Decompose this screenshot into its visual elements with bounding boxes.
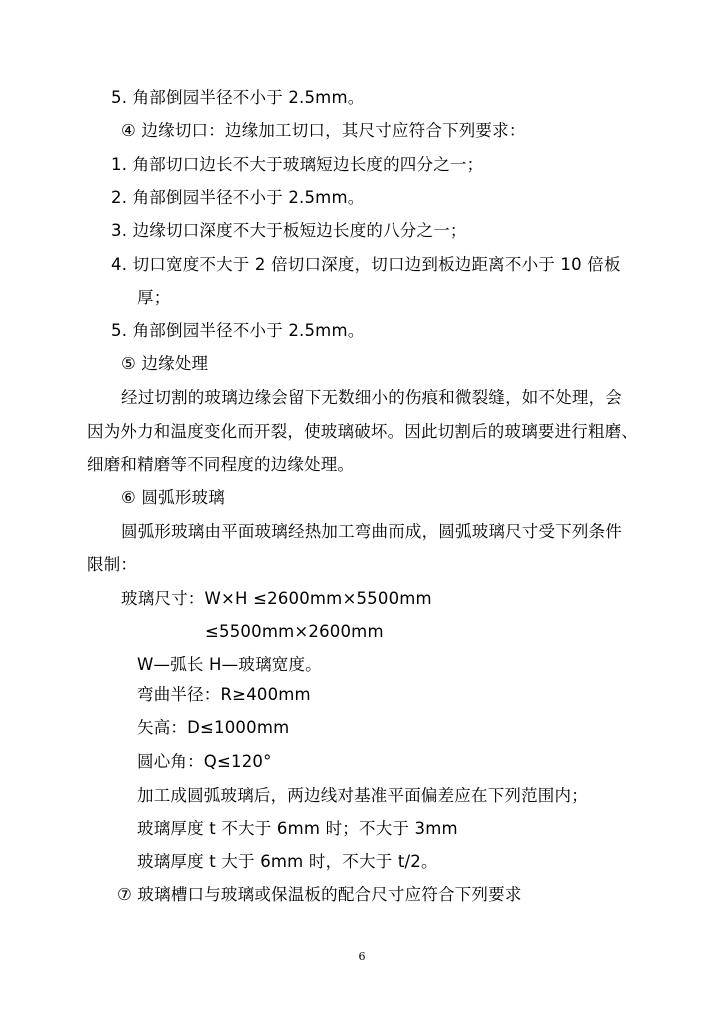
section-heading: ⑥ 圆弧形玻璃	[121, 488, 225, 507]
spec-line: 玻璃尺寸：W×H ≤2600mm×5500mm	[121, 589, 432, 608]
text-line: 5. 角部倒园半径不小于 2.5mm。	[111, 321, 365, 340]
text-line: 4. 切口宽度不大于 2 倍切口深度，切口边到板边距离不小于 10 倍板	[111, 255, 621, 274]
spec-line: 玻璃厚度 t 大于 6mm 时，不大于 t/2。	[137, 852, 438, 871]
text-line: ④ 边缘切口：边缘加工切口，其尺寸应符合下列要求：	[121, 121, 526, 140]
text-line: 厚；	[137, 288, 171, 307]
paragraph-line: 因为外力和温度变化而开裂，使玻璃破坏。因此切割后的玻璃要进行粗磨、	[87, 422, 639, 441]
text-line: 1. 角部切口边长不大于玻璃短边长度的四分之一；	[111, 155, 484, 174]
spec-line: W—弧长 H—玻璃宽度。	[137, 655, 322, 674]
page-number: 6	[358, 950, 366, 963]
paragraph-line: 限制：	[87, 555, 138, 574]
paragraph-line: 经过切割的玻璃边缘会留下无数细小的伤痕和微裂缝，如不处理，会	[121, 388, 622, 407]
spec-line: 加工成圆弧玻璃后，两边线对基准平面偏差应在下列范围内；	[137, 786, 588, 805]
spec-line: ≤5500mm×2600mm	[205, 622, 384, 641]
text-line: 2. 角部倒园半径不小于 2.5mm。	[111, 188, 365, 207]
text-line: 5. 角部倒园半径不小于 2.5mm。	[111, 88, 365, 107]
section-heading: ⑤ 边缘处理	[121, 354, 209, 373]
spec-line: 矢高：D≤1000mm	[137, 718, 290, 737]
section-heading: ⑦ 玻璃槽口与玻璃或保温板的配合尺寸应符合下列要求	[117, 885, 522, 904]
spec-line: 玻璃厚度 t 不大于 6mm 时；不大于 3mm	[137, 819, 458, 838]
paragraph-line: 圆弧形玻璃由平面玻璃经热加工弯曲而成，圆弧玻璃尺寸受下列条件	[121, 522, 622, 541]
spec-line: 圆心角：Q≤120°	[137, 752, 272, 771]
paragraph-line: 细磨和精磨等不同程度的边缘处理。	[87, 455, 355, 474]
spec-line: 弯曲半径：R≥400mm	[137, 685, 311, 704]
text-line: 3. 边缘切口深度不大于板短边长度的八分之一；	[111, 221, 467, 240]
